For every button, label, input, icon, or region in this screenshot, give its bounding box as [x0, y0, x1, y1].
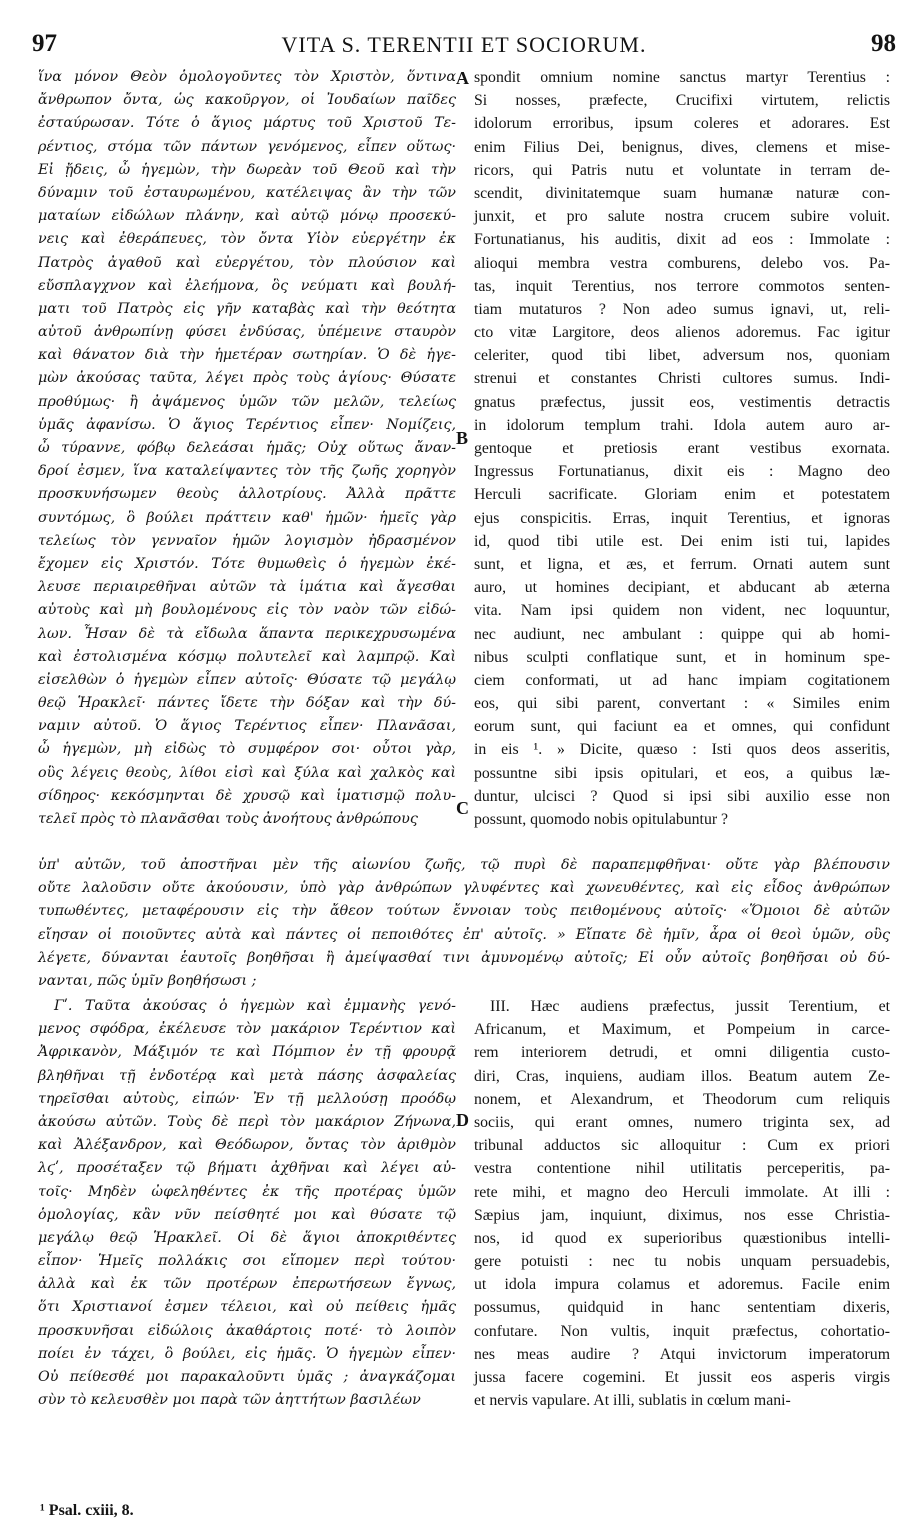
text-line: Si nosses, præfecte, Crucifixi virtutem, relictis [474, 92, 890, 110]
text-line: ἀλλὰ καὶ ἐκ τῶν προτέρων ἐπερωτήσεων ἔγνως, [38, 1276, 456, 1293]
text-line: σὺν τὸ κελευσθὲν μοι παρὰ τῶν ἀηττήτων βασιλέων [38, 1392, 421, 1409]
text-line: in eis ¹. » Dicite, quæso : Isti quos deos asseritis, [474, 741, 890, 759]
text-line: νανται, πῶς ὑμῖν βοηθήσωσι ; [38, 972, 257, 989]
text-line: ejus conspicitis. Erras, inquit Terentius, et ignoras [474, 509, 890, 527]
latin-column-bottom [474, 995, 890, 1412]
text-line: possunt, quomodo nobis opitulabuntur ? [474, 811, 729, 828]
text-line: ποίει ἐν τάχει, ὃ βούλει, εἰς ἡμᾶς. Ὁ ἡγεμὼν εἶπεν· [38, 1345, 456, 1362]
text-line: junxit, et pro salute nostra crucem subire voluit. [474, 208, 890, 226]
text-line: scendit, divinitatemque suam humanæ naturæ con- [474, 184, 890, 202]
text-line: tiam mutaturos ? Non adeo sumus ignavi, ut, reli- [474, 300, 890, 318]
text-line: eorum sunt, qui faciunt ea et omnes, qui confidunt [474, 718, 890, 736]
text-line: gentoque et pretiosis erant vestibus exornata. [474, 440, 890, 457]
margin-letter-b: B [456, 428, 469, 448]
text-line: προσκυνῆσαι εἰδώλοις ἀκαθάρτοις ποτέ· τὸ λοιπὸν [38, 1322, 456, 1339]
text-line: λων. Ἦσαν δὲ τὰ εἴδωλα ἅπαντα περικεχρυσωμένα [38, 625, 456, 642]
text-line: nos, id quod ex superioribus quæstionibus intelli- [474, 1229, 890, 1247]
text-line: jussa facere cogemini. Et jussit eos asperis virgis [474, 1369, 890, 1386]
text-line: Πατρὸς ἀγαθοῦ καὶ εὐεργέτου, τὸν πλούσιον καὶ [38, 254, 456, 271]
text-line: ἔχομεν εἰς Χριστόν. Τότε θυμωθεὶς ὁ ἡγεμὼν ἐκέ- [38, 555, 456, 572]
text-line: nonem, et Alexandrum, et Theodorum cum reliquis [474, 1090, 890, 1108]
greek-column-bottom [38, 995, 456, 1412]
text-line: ὦ ἡγεμὼν, μὴ εἰδὼς τὸ συμφέρον σοι· οὗτοι γὰρ, [38, 741, 456, 758]
latin-column-top [474, 66, 890, 831]
text-line: gnatus præfectus, jussit eos, vestimentis detractis [474, 393, 890, 411]
text-line: λευσε περιαιρεθῆναι αὐτῶν τὰ ἱμάτια καὶ ἄγεσθαι [38, 579, 456, 596]
text-line: spondit omnium nomine sanctus martyr Terentius : [474, 69, 890, 86]
text-line: ut idola impura colamus et adoremus. Facile enim [474, 1276, 890, 1294]
text-line: βληθῆναι τῇ ἐνδοτέρᾳ καὶ μετὰ πάσης ἀσφαλείας [38, 1067, 456, 1084]
text-line: enim Filius Dei, benignus, dives, clemens et mise- [474, 138, 890, 156]
text-line: rete mihi, et magno deo Herculi immolate. At illi : [474, 1183, 890, 1201]
text-line: tas, inquit Terentius, nos terrore commotos senten- [474, 277, 890, 295]
text-line: μὼν ἀκούσας ταῦτα, λέγει πρὸς τοὺς ἁγίους· Θύσατε [38, 370, 456, 387]
greek-column-top [38, 66, 456, 831]
text-line: in idolorum templum trahi. Idola autem auro ar- [474, 416, 890, 434]
text-line: Εἰ ᾔδεις, ὦ ἡγεμὼν, τὴν δωρεὰν τοῦ Θεοῦ καὶ τὴν [38, 161, 456, 178]
text-line: diri, Cras, inquiens, audiam illos. Beatum autem Ze- [474, 1067, 890, 1085]
text-line: εἴησαν οἱ ποιοῦντες αὐτὰ καὶ πάντες οἱ πεποιθότες ἐπ' αὐτοῖς. » Εἴπατε δὲ ἡμῖν, ἆρα οἱ θεοὶ ὑμῶν, οὓς [38, 926, 890, 943]
text-line: ἵνα μόνον Θεὸν ὁμολογοῦντες τὸν Χριστὸν, ὅντινα [38, 69, 456, 85]
margin-letter-d: D [456, 1110, 469, 1130]
text-line: nes meas audire ? Atqui invictorum imperatorum [474, 1345, 890, 1363]
text-line: ciem conformati, ut ad hanc impiam cogitationem [474, 671, 890, 689]
text-line: δύναμιν τοῦ ἐσταυρωμένου, κατέλειψας ἂν τὴν τῶν [38, 184, 456, 201]
text-line: τελεῖ πρὸς τὸ πλανᾶσθαι τοὺς ἀνοήτους ἀνθρώπους [38, 811, 418, 827]
text-line: ματι τοῦ Πατρὸς εἰς γῆν καταβὰς καὶ τὴν θεότητα [38, 300, 456, 317]
text-line: vestra contentione nihil utilitatis perceperitis, pa- [474, 1160, 890, 1178]
text-line: vita. Nam ipsi quidem non vident, nec loquuntur, [474, 602, 890, 620]
text-line: ἄνθρωπον ὄντα, ὡς κακοῦργον, οἱ Ἰουδαίων παῖδες [38, 92, 456, 109]
text-line: καὶ θάνατον διὰ τὴν ἡμετέραν σωτηρίαν. Ὁ δὲ ἡγε- [38, 347, 456, 364]
text-line: eos, qui sibi parent, convertant : « Similes enim [474, 695, 890, 713]
text-line: sunt, et ligna, et æs, et ferrum. Ornati autem sunt [474, 555, 890, 573]
text-line: tribunal adductos sic alloquitur : Cum ex priori [474, 1137, 890, 1155]
text-line: possuntne sibi ipsis opitulari, et eos, a quibus læ- [474, 764, 890, 782]
text-line: sociis, qui erant omnes, numero triginta sex, ad [474, 1113, 890, 1131]
text-line: λϛʹ, προσέταξεν τῷ βήματι ἀχθῆναι καὶ λέγει αὐ- [38, 1160, 456, 1177]
text-line: id, quod tibi utile est. Dei enim isti tui, lapides [474, 532, 890, 550]
text-line: καὶ Ἀλέξανδρον, καὶ Θεόδωρον, ὄντας τὸν ἀριθμὸν [38, 1137, 456, 1154]
text-line: possumus, quidquid in hanc sententiam dixeris, [474, 1299, 890, 1317]
text-line: ricors, qui Patris nutu et voluntate in terram de- [474, 161, 890, 179]
text-line: celeriter, quod tibi libet, adversum nos, quoniam [474, 347, 890, 365]
margin-letter-c: C [456, 798, 469, 818]
text-line: οὓς λέγεις θεοὺς, λίθοι εἰσὶ καὶ ξύλα καὶ χαλκὸς καὶ [38, 764, 456, 781]
text-line: ναμιν αὐτοῦ. Ὁ ἅγιος Τερέντιος εἶπεν· Πλανᾶσαι, [38, 718, 456, 735]
text-line: nibus sculpti conflatique sunt, et in hominum spe- [474, 648, 890, 666]
text-line: nec audiunt, nec ambulant : quippe qui ab homi- [474, 625, 890, 643]
text-line: μενος σφόδρα, ἐκέλευσε τὸν μακάριον Τερέντιον καὶ [38, 1021, 456, 1038]
text-line: confutare. Non vultis, inquit præfectus, cohortatio- [474, 1322, 890, 1340]
text-line: συντόμως, ὃ βούλει πράττειν καθ' ἡμῶν· ἡμεῖς γὰρ [38, 509, 456, 526]
text-line: Οὐ πείθεσθέ μοι παρακαλοῦντι ὑμᾶς ; ἀναγκάζομαι [38, 1369, 456, 1385]
text-line: ἀκούσω αὐτῶν. Τοὺς δὲ περὶ τὸν μακάριον Ζήνωνα, [38, 1113, 456, 1130]
running-head [32, 30, 896, 60]
footnote: ¹ Psal. cxiii, 8. [40, 1502, 134, 1519]
text-line: τοῖς· Μηδὲν ὠφεληθέντες ἐκ τῆς προτέρας ὑμῶν [38, 1183, 456, 1200]
page-number-left: 97 [32, 30, 57, 57]
text-line: οὔτε λαλοῦσιν οὔτε ἀκούουσιν, ὑπὸ γὰρ ἀνθρώπων γλυφέντες καὶ χωνευθέντες, καὶ εἰς εἶδος ἀνθρώπων [38, 880, 890, 897]
text-line: cto vitæ Largitore, deos alienos adoremus. Fac igitur [474, 324, 890, 342]
text-line: σίδηρος· κεκόσμηνται δὲ χρυσῷ καὶ ἱματισμῷ πολυ- [38, 787, 456, 804]
text-line: δροί ἐσμεν, ἵνα καταλείψαντες τὸν τῆς ζωῆς χορηγὸν [38, 463, 456, 480]
text-line: Sæpius jam, inquiunt, diximus, nos esse Christia- [474, 1206, 890, 1224]
margin-letter-a: A [456, 68, 469, 88]
text-line: III. Hæc audiens præfectus, jussit Terentium, et [490, 998, 890, 1015]
text-line: strenui et constantes Christi cultores sumus. Indi- [474, 370, 890, 388]
text-line: προθύμως· ἢ ἀψάμενος ὑμῶν τῶν μελῶν, τελείως [38, 393, 456, 410]
text-line: ὦ τύραννε, φόβῳ δελεάσαι ἡμᾶς; Οὐχ οὕτως ἄναν- [38, 440, 456, 456]
text-line: idolorum erroribus, ipsum coleres et adorares. Est [474, 115, 890, 133]
text-line: τελείως τὸν γενναῖον ἡμῶν λογισμὸν ἠδρασμένον [38, 532, 456, 549]
text-line: alioqui membra vestra comburens, delebo vos. Pa- [474, 254, 890, 272]
text-line: εἰσελθὼν ὁ ἡγεμὼν εἶπεν αὐτοῖς· Θύσατε τῷ μεγάλῳ [38, 671, 456, 688]
text-line: τηρεῖσθαι αὐτοὺς, εἰπών· Ἐν τῇ μελλούσῃ προόδῳ [38, 1090, 456, 1107]
text-line: μεγάλῳ θεῷ Ἡρακλεῖ. Οἱ δὲ ἅγιοι ἀποκριθέντες [38, 1229, 456, 1246]
text-line: θεῷ Ἡρακλεῖ· πάντες ἴδετε τὴν δόξαν καὶ τὴν δύ- [38, 695, 456, 712]
text-line: λέγετε, δύνανται ἑαυτοῖς βοηθῆσαι ἢ ἀμείψασθαί τινι ἀμυνομένῳ αὐτοῖς; Εἰ οὖν αὐτοῖς βοηθῆσαι οὐ δύ- [38, 949, 890, 966]
page-title: VITA S. TERENTII ET SOCIORUM. [281, 32, 647, 57]
text-line: ρέντιος, στόμα τῶν πάντων γενόμενος, εἶπεν οὕτως· [38, 138, 456, 155]
text-line: προσκυνήσωμεν θεοὺς ἀλλοτρίους. Ἀλλὰ πρᾶττε [38, 486, 456, 503]
text-line: et nervis vapulare. At illi, sublatis in cœlum mani- [474, 1392, 791, 1410]
text-line: Fortunatianus, his auditis, dixit ad eos : Immolate : [474, 231, 890, 249]
text-line: ἐσταύρωσαν. Τότε ὁ ἅγιος μάρτυς τοῦ Χριστοῦ Τε- [38, 115, 456, 132]
text-line: Ingressus Fortunatianus, dixit eis : Magno deo [474, 463, 890, 481]
text-line: ὅτι Χριστιανοί ἐσμεν τέλειοι, καὶ οὐ πείθεις ἡμᾶς [38, 1299, 456, 1316]
text-line: ὁμολογίας, κἂν νῦν πείσθητέ μοι καὶ θύσατε τῷ [38, 1206, 456, 1223]
text-line: καὶ ἐστολισμένα κόσμῳ πολυτελεῖ καὶ λαμπρῷ. Καὶ [38, 648, 456, 665]
page-number-right: 98 [871, 30, 896, 57]
text-line: auro, ut homines decipiant, et abducant ab æterna [474, 579, 890, 597]
text-line: gere potuisti : nec tu nobis unquam persuadebis, [474, 1253, 890, 1271]
text-line: ὑμᾶς ἀφανίσω. Ὁ ἅγιος Τερέντιος εἶπεν· Νομίζεις, [38, 416, 456, 433]
text-line: ὑπ' αὐτῶν, τοῦ ἀποστῆναι μὲν τῆς αἰωνίου ζωῆς, τῷ πυρὶ δὲ παραπεμφθῆναι· οὔτε γὰρ βλέπουσιν [38, 857, 890, 873]
text-line: duntur, ulcisci ? Quod si ipsi sibi auxilio esse non [474, 787, 890, 805]
greek-full-width-block [38, 854, 890, 993]
text-line: αὐτοὺς καὶ μὴ βουλομένους εἰς τὸν ναὸν τῶν εἰδώ- [38, 602, 456, 619]
text-line: ματαίων εἰδώλων πλάνην, καὶ αὐτῷ μόνῳ προσεκύ- [38, 208, 456, 225]
text-line: εὔσπλαγχνον καὶ ἐλεήμονα, ὃς νεύματι καὶ βουλή- [38, 277, 456, 294]
text-line: αὐτοῦ ἀνθρωπίνῃ φύσει ἐνδύσας, ὑπέμεινε σταυρὸν [38, 324, 456, 341]
text-line: τυπωθέντες, μεταφέρουσιν εἰς τὴν ἄθεον τούτων ἔννοιαν τοὺς πειθομένους αὐτοῖς· «Ὅμοιοι δὲ αὐτῶν [38, 903, 890, 920]
text-line: rem interiorem detrudi, et omni diligentia custo- [474, 1044, 890, 1062]
text-line: Γʹ. Ταῦτα ἀκούσας ὁ ἡγεμὼν καὶ ἐμμανὴς γενό- [54, 998, 456, 1014]
text-line: Africanum, et Maximum, et Pompeium in carce- [474, 1021, 890, 1039]
text-line: Ἀφρικανὸν, Μάξιμόν τε καὶ Πόμπιον ἐν τῇ φρουρᾷ [38, 1044, 456, 1061]
text-line: Herculi sacrificate. Gloriam enim et potestatem [474, 486, 890, 504]
text-line: νεις καὶ ἐθεράπευες, τὸν ὄντα Υἱὸν εὐεργέτην ἐκ [38, 231, 456, 248]
text-line: εἶπον· Ἡμεῖς πολλάκις σοι εἴπομεν περὶ τούτου· [38, 1253, 456, 1270]
